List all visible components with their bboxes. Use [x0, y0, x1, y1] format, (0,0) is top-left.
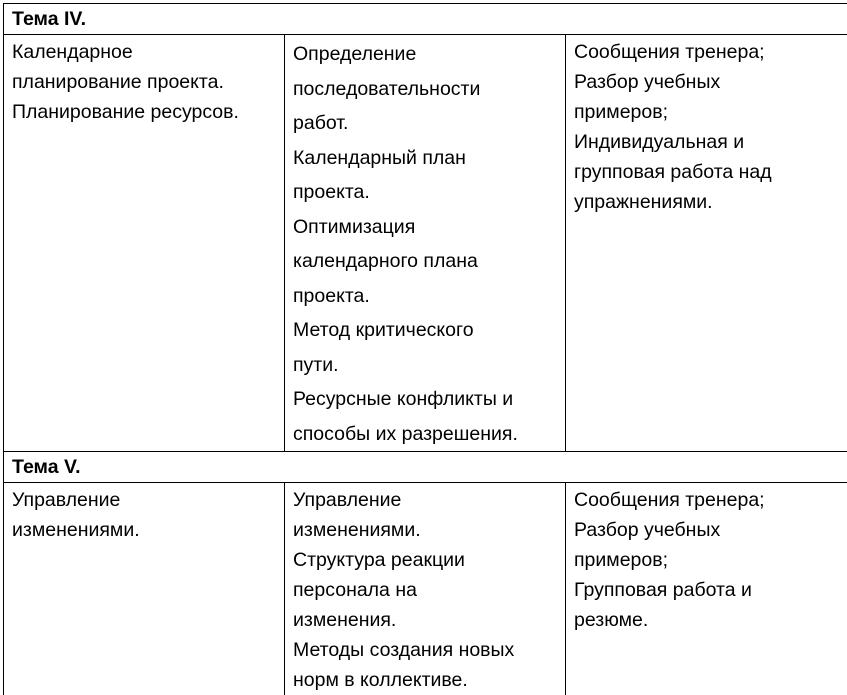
cell-line: работ.: [293, 106, 558, 141]
content-paragraph: [293, 545, 558, 635]
cell-line: пути.: [293, 348, 558, 383]
cell-line: групповая работа над: [574, 157, 840, 187]
topic-row: [4, 4, 847, 35]
cell-line: Календарный план: [293, 141, 558, 176]
cell-line: Сообщения тренера;: [574, 485, 840, 515]
cell-line: изменениями.: [293, 515, 558, 545]
topic-methods-cell: [566, 35, 847, 452]
content-paragraph: [293, 210, 558, 314]
cell-line: Сообщения тренера;: [574, 37, 840, 67]
cell-line: Методы создания новых: [293, 635, 558, 665]
cell-line: планирование проекта.: [12, 67, 277, 97]
cell-line: Метод критического: [293, 313, 558, 348]
cell-line: изменениями.: [12, 515, 277, 545]
course-plan-table: [3, 3, 847, 695]
cell-line: способы их разрешения.: [293, 417, 558, 452]
cell-line: Календарное: [12, 37, 277, 67]
cell-line: упражнениями.: [574, 187, 840, 217]
cell-line: проекта.: [293, 175, 558, 210]
cell-line: резюме.: [574, 605, 840, 635]
cell-line: персонала на: [293, 575, 558, 605]
content-paragraph: [293, 382, 558, 451]
topic-content-cell: [285, 35, 566, 452]
cell-line: календарного плана: [293, 244, 558, 279]
cell-line: Планирование ресурсов.: [12, 97, 277, 127]
content-paragraph: [293, 635, 558, 695]
topic-title-cell: [4, 35, 285, 452]
cell-line: Управление: [12, 485, 277, 515]
cell-line: примеров;: [574, 545, 840, 575]
cell-line: Определение: [293, 37, 558, 72]
cell-line: Оптимизация: [293, 210, 558, 245]
content-paragraph: [293, 37, 558, 141]
content-paragraph: [293, 313, 558, 382]
topic-methods-cell: [566, 483, 847, 695]
cell-line: норм в коллективе.: [293, 665, 558, 695]
topic-title-cell: [4, 483, 285, 695]
cell-line: Структура реакции: [293, 545, 558, 575]
topic-content-cell: [285, 483, 566, 695]
cell-line: изменения.: [293, 605, 558, 635]
topic-row: [4, 452, 847, 483]
cell-line: примеров;: [574, 97, 840, 127]
cell-line: Разбор учебных: [574, 67, 840, 97]
topic-heading: Тема V.: [4, 452, 847, 483]
cell-line: Индивидуальная и: [574, 127, 840, 157]
topic-heading: Тема IV.: [4, 4, 847, 35]
cell-line: Разбор учебных: [574, 515, 840, 545]
cell-line: проекта.: [293, 279, 558, 314]
cell-line: Групповая работа и: [574, 575, 840, 605]
content-paragraph: [293, 141, 558, 210]
content-paragraph: [293, 485, 558, 545]
cell-line: Управление: [293, 485, 558, 515]
table-row: [4, 35, 847, 452]
cell-line: Ресурсные конфликты и: [293, 382, 558, 417]
cell-line: последовательности: [293, 72, 558, 107]
table-row: [4, 483, 847, 695]
